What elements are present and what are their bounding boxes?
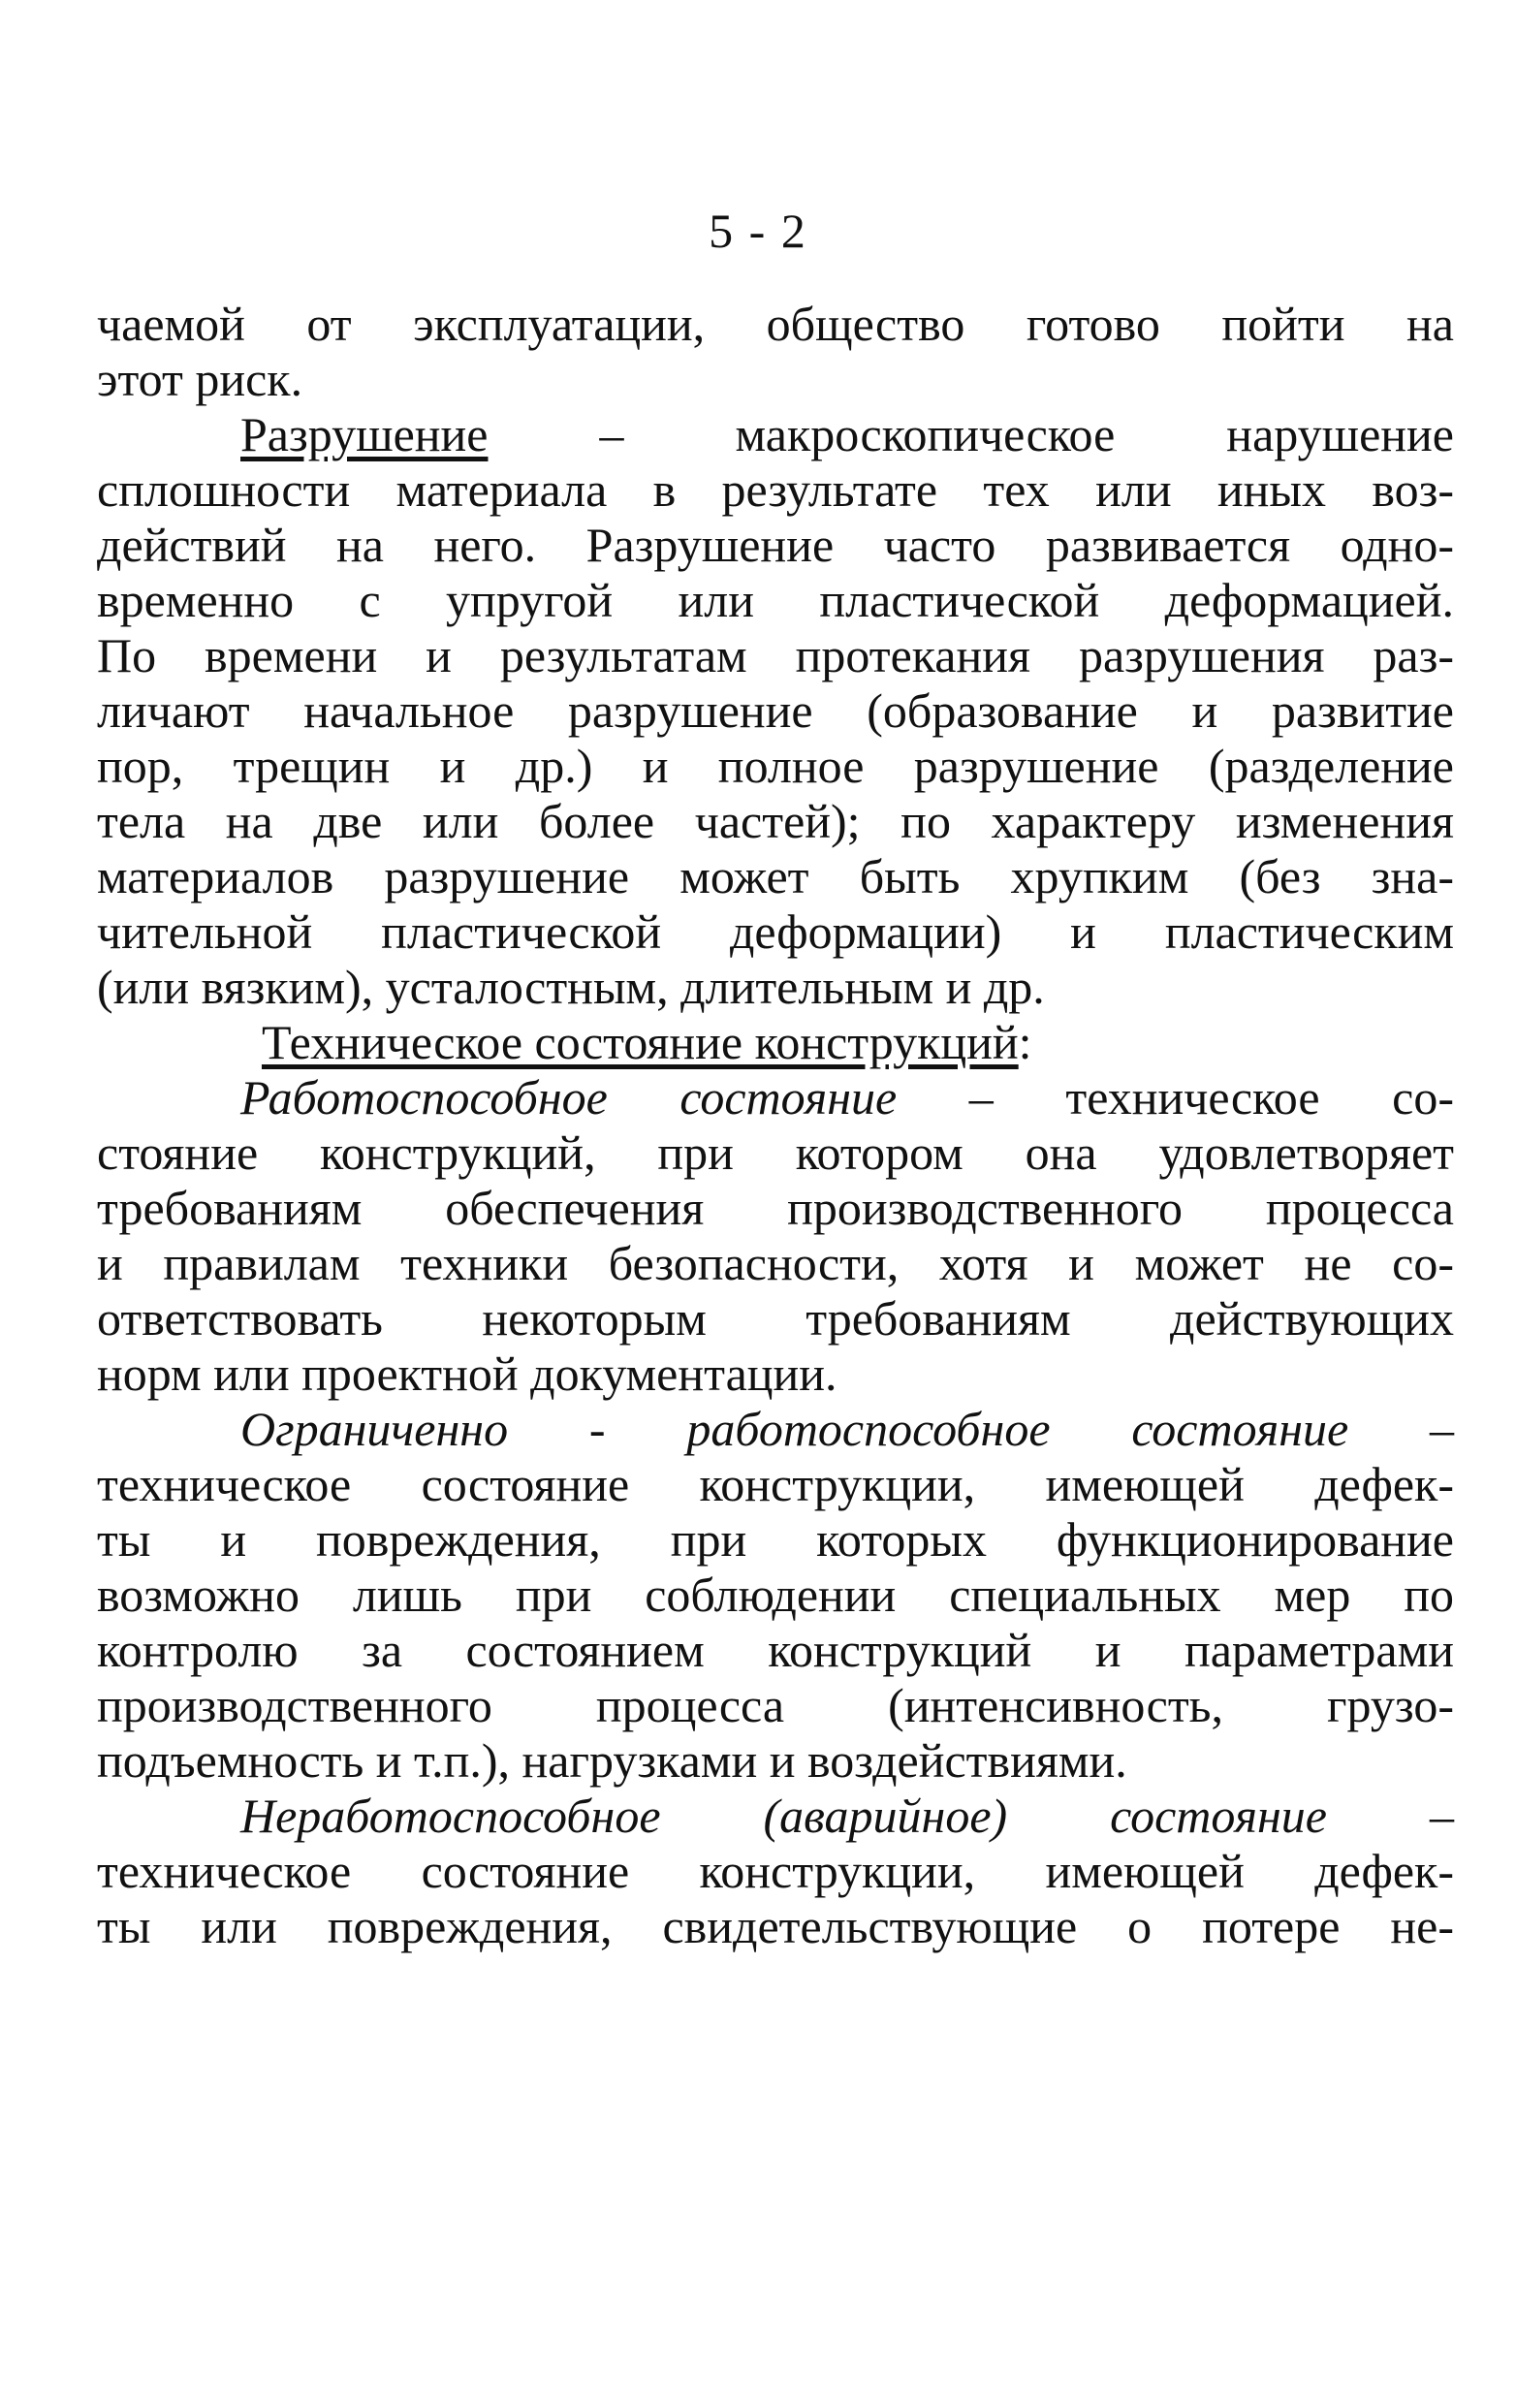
section-heading: Техническое состояние конструкций: [262, 1015, 1019, 1069]
section-heading-colon: :: [1018, 1015, 1032, 1069]
text-line: ты и повреждения, при которых функционирование: [97, 1512, 1454, 1567]
definition-text: –: [1348, 1402, 1454, 1456]
text-line: требованиям обеспечения производственного процесса: [97, 1181, 1454, 1235]
term-destruction: Разрушение: [240, 407, 489, 461]
text-line: норм или проектной документации.: [97, 1347, 837, 1401]
text-line: пор, трещин и др.) и полное разрушение (разделение: [97, 739, 1454, 793]
text-line: этот риск.: [97, 352, 303, 406]
definition-text: – техническое со-: [897, 1070, 1454, 1125]
page-number: 5 - 2: [709, 204, 807, 258]
text-line: действий на него. Разрушение часто развивается одно-: [97, 518, 1454, 572]
text-line: ответствовать некоторым требованиям действующих: [97, 1291, 1454, 1346]
definition-text: – макроскопическое нарушение: [488, 407, 1454, 461]
text-line: возможно лишь при соблюдении специальных мер по: [97, 1568, 1454, 1622]
text-line: контролю за состоянием конструкций и параметрами: [97, 1623, 1454, 1677]
term-operable-state: Работоспособное состояние: [240, 1070, 898, 1125]
definition-line: [97, 1070, 1454, 1125]
text-line: чительной пластической деформации) и пластическим: [97, 904, 1454, 959]
text-line: и правилам техники безопасности, хотя и может не со-: [97, 1236, 1454, 1290]
term-inoperable-state: Неработоспособное (аварийное) состояние: [240, 1789, 1327, 1843]
text-line: техническое состояние конструкции, имеющей дефек-: [97, 1844, 1454, 1898]
document-text: [97, 297, 1454, 1954]
definition-line: [97, 1402, 1454, 1457]
text-line: (или вязким), усталостным, длительным и др.: [97, 960, 1045, 1014]
text-line: сплошности материала в результате тех или иных воз-: [97, 462, 1454, 517]
text-line: тела на две или более частей); по характеру изменения: [97, 794, 1454, 848]
definition-line: [97, 407, 1454, 462]
text-line: техническое состояние конструкции, имеющей дефек-: [97, 1457, 1454, 1511]
text-line: ты или повреждения, свидетельствующие о потере не-: [97, 1899, 1454, 1953]
section-heading-line: [97, 1015, 1454, 1070]
text-line: стояние конструкций, при котором она удовлетворяет: [97, 1125, 1454, 1180]
text-line: материалов разрушение может быть хрупким (без зна-: [97, 849, 1454, 903]
term-limited-operable-state: Ограниченно - работоспособное состояние: [240, 1402, 1349, 1456]
definition-line: [97, 1789, 1454, 1844]
text-line: личают начальное разрушение (образование и развитие: [97, 683, 1454, 738]
text-line: производственного процесса (интенсивность, грузо-: [97, 1678, 1454, 1732]
text-line: чаемой от эксплуатации, общество готово пойти на: [97, 297, 1454, 351]
text-line: По времени и результатам протекания разрушения раз-: [97, 628, 1454, 682]
text-line: временно с упругой или пластической деформацией.: [97, 573, 1454, 627]
text-line: подъемность и т.п.), нагрузками и воздействиями.: [97, 1733, 1127, 1788]
definition-text: –: [1327, 1789, 1454, 1843]
